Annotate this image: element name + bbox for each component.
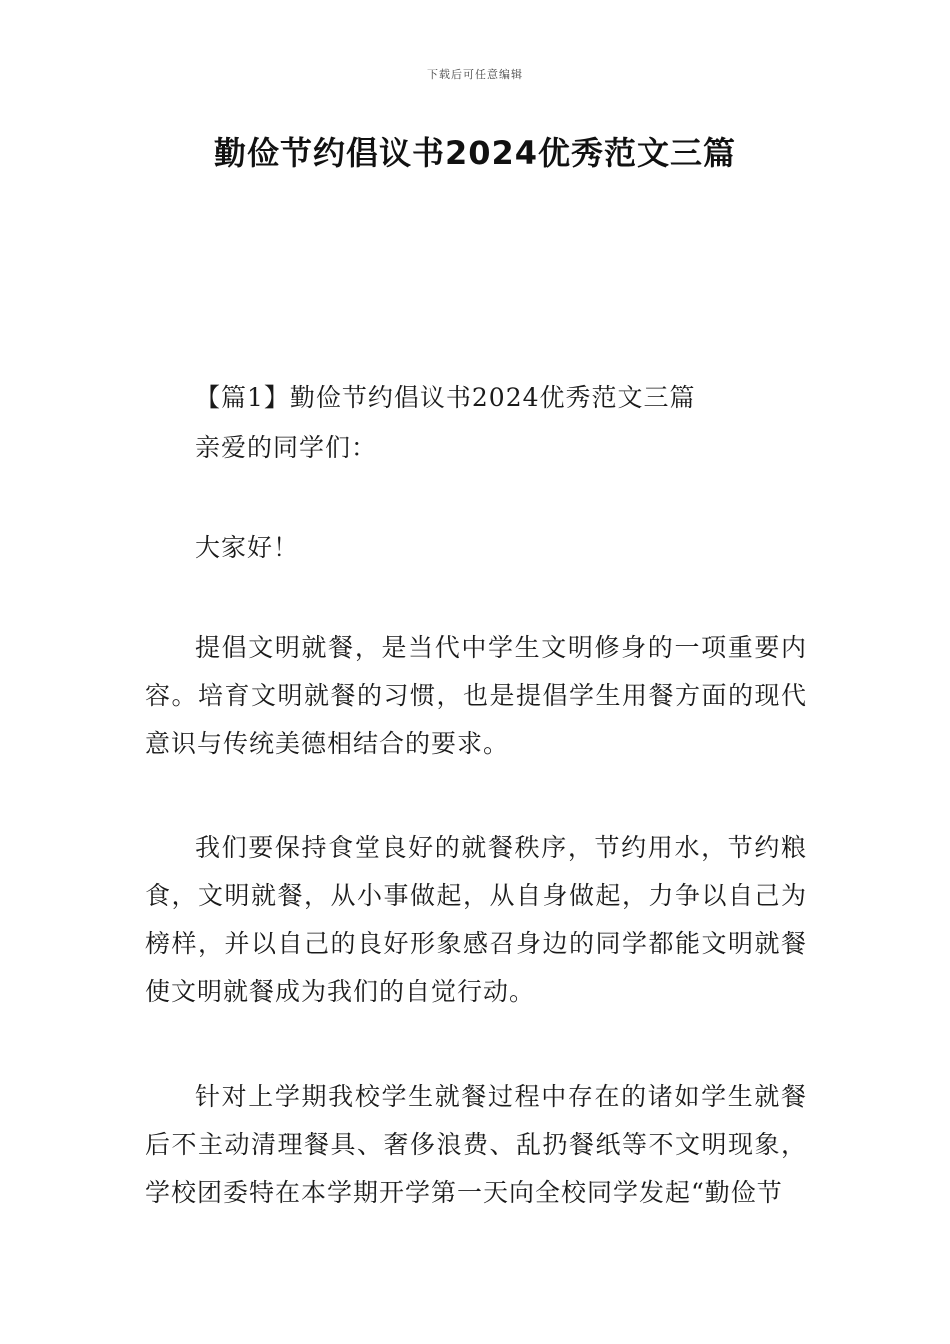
body-paragraph: 我们要保持食堂良好的就餐秩序，节约用水，节约粮食，文明就餐，从小事做起，从自身做起，力争以自己为榜样，并以自己的良好形象感召身边的同学都能文明就餐使文明就餐成为我们的自觉行动。 (145, 833, 807, 1006)
body-paragraph: 提倡文明就餐，是当代中学生文明修身的一项重要内容。培育文明就餐的习惯，也是提倡学生用餐方面的现代意识与传统美德相结合的要求。 (145, 633, 807, 758)
paragraph-block (145, 1073, 807, 1217)
greeting-block (145, 424, 807, 472)
section-heading: 【篇1】勤俭节约倡议书2024优秀范文三篇 (195, 383, 696, 412)
hello-text: 大家好！ (195, 533, 300, 562)
header-note: 下载后可任意编辑 (427, 68, 523, 81)
paragraph-block (145, 824, 807, 1016)
hello-block (145, 524, 807, 572)
page-title: 勤俭节约倡议书2024优秀范文三篇 (213, 134, 737, 172)
greeting-text: 亲爱的同学们： (195, 433, 378, 462)
paragraph-block (145, 624, 807, 768)
section-heading-block (145, 374, 807, 422)
body-paragraph: 针对上学期我校学生就餐过程中存在的诸如学生就餐后不主动清理餐具、奢侈浪费、乱扔餐纸等不文明现象，学校团委特在本学期开学第一天向全校同学发起“勤俭节 (145, 1082, 807, 1207)
